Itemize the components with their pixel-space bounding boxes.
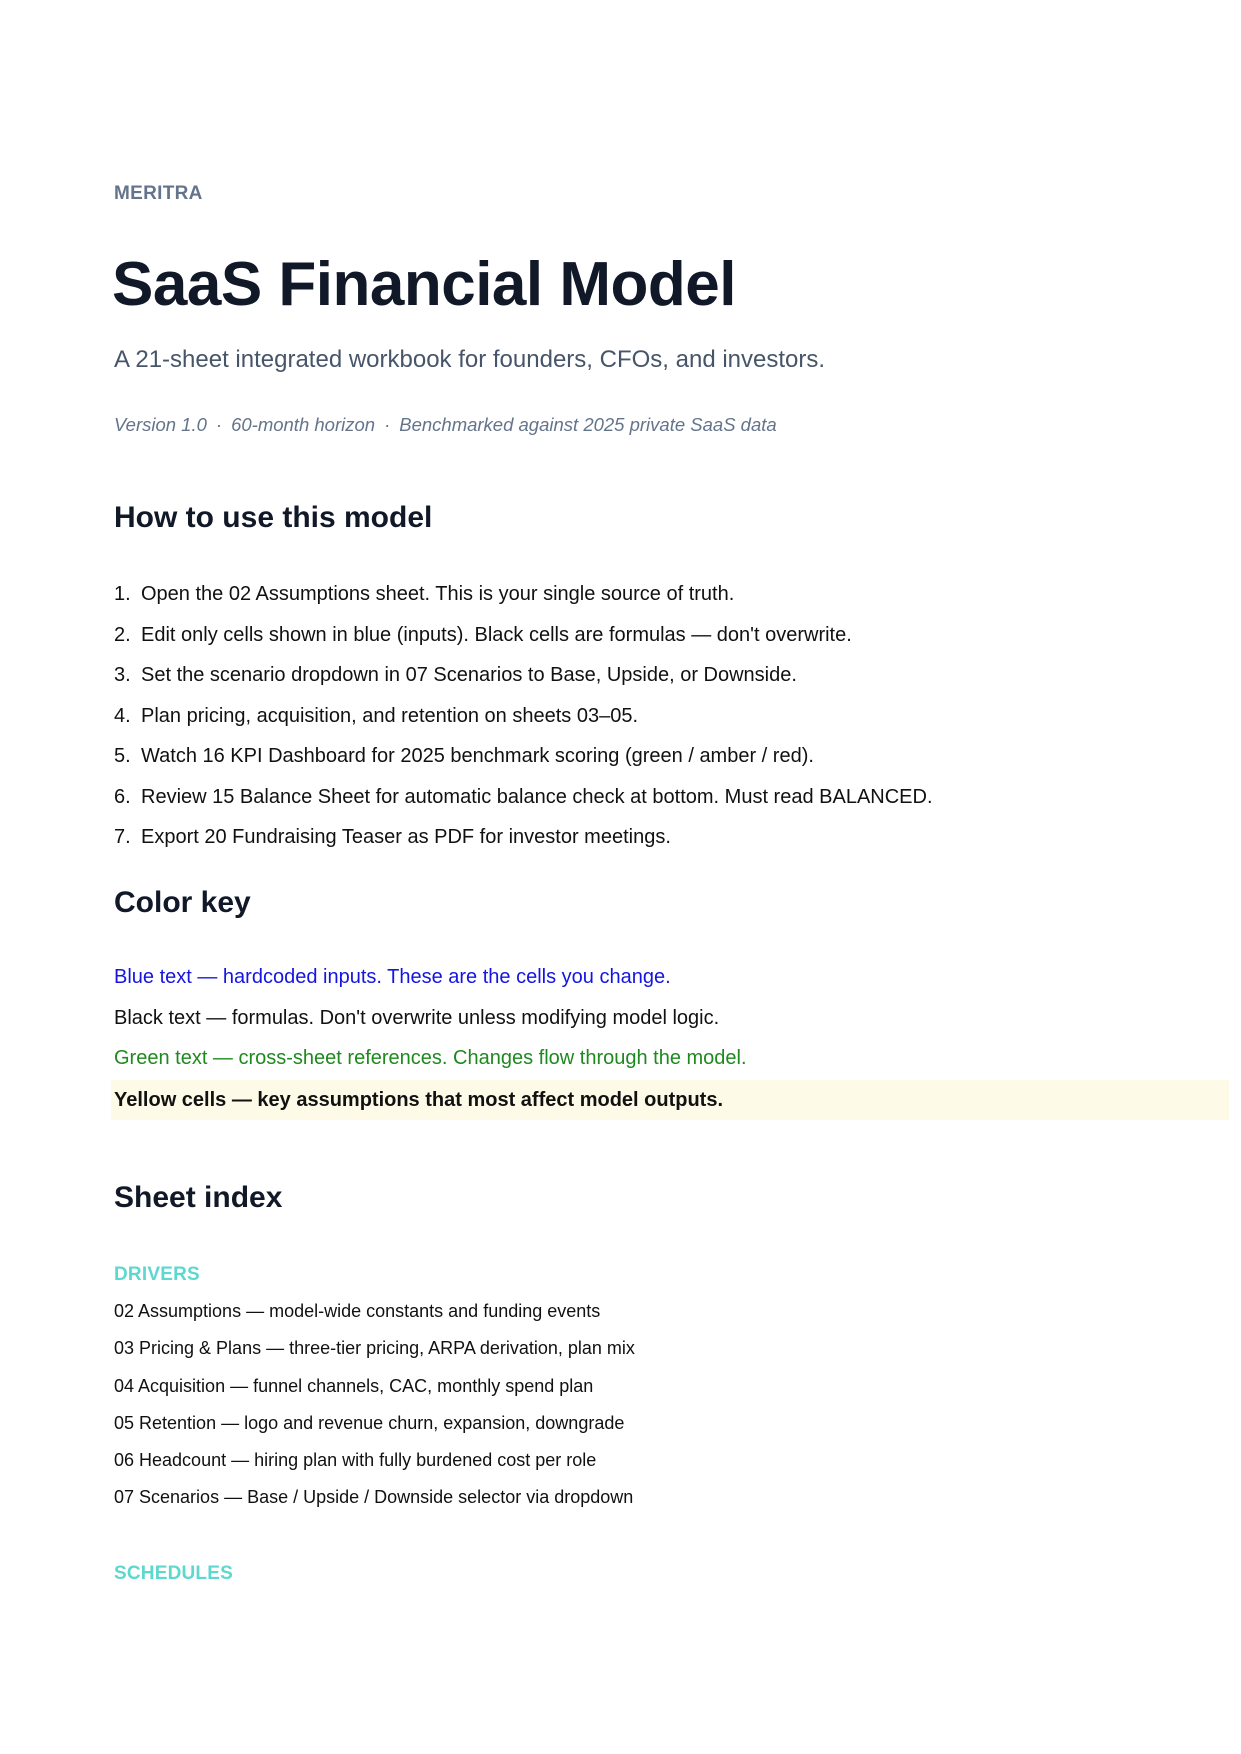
sheet-index-heading: Sheet index — [114, 1181, 283, 1214]
color-key-black: Black text — formulas. Don't overwrite unless modifying model logic. — [114, 1006, 720, 1029]
step-number: 4. — [114, 704, 131, 727]
sheet-index-item: 07 Scenarios — Base / Upside / Downside selector via dropdown — [114, 1487, 634, 1508]
step-item — [114, 584, 933, 625]
page-title: SaaS Financial Model — [112, 250, 736, 319]
color-key-green: Green text — cross-sheet references. Changes flow through the model. — [114, 1047, 747, 1069]
color-key-yellow: Yellow cells — key assumptions that most affect model outputs. — [111, 1080, 1229, 1120]
sheet-index-item: 05 Retention — logo and revenue churn, expansion, downgrade — [114, 1412, 625, 1433]
sheet-index-item: 06 Headcount — hiring plan with fully burdened cost per role — [114, 1450, 597, 1471]
sheet-index-item: 03 Pricing & Plans — three-tier pricing, ARPA derivation, plan mix — [114, 1338, 635, 1359]
step-item — [114, 827, 933, 868]
step-text: Plan pricing, acquisition, and retention on sheets 03–05. — [141, 704, 639, 727]
brand-label: MERITRA — [114, 183, 203, 204]
how-to-steps — [114, 584, 933, 868]
step-number: 5. — [114, 745, 131, 767]
drivers-label: DRIVERS — [114, 1264, 200, 1285]
meta-separator: · — [215, 414, 223, 435]
step-number: 1. — [114, 583, 131, 605]
sheet-index-item: 04 Acquisition — funnel channels, CAC, monthly spend plan — [114, 1375, 594, 1396]
step-text: Watch 16 KPI Dashboard for 2025 benchmark scoring (green / amber / red). — [141, 745, 814, 767]
step-number: 7. — [114, 826, 131, 848]
step-number: 3. — [114, 664, 131, 686]
horizon-text: 60-month horizon — [231, 414, 376, 435]
step-text: Open the 02 Assumptions sheet. This is your single source of truth. — [141, 583, 735, 605]
step-item — [114, 625, 933, 666]
sheet-index-item: 02 Assumptions — model-wide constants and funding events — [114, 1301, 601, 1321]
schedules-label: SCHEDULES — [114, 1563, 233, 1584]
step-item — [114, 787, 933, 828]
how-to-heading: How to use this model — [114, 501, 433, 534]
page-subtitle: A 21-sheet integrated workbook for founders, CFOs, and investors. — [114, 346, 826, 373]
color-key-heading: Color key — [114, 886, 251, 919]
step-text: Set the scenario dropdown in 07 Scenarios to Base, Upside, or Downside. — [141, 664, 797, 686]
step-item — [114, 746, 933, 787]
step-item — [114, 706, 933, 747]
step-item — [114, 665, 933, 706]
step-number: 2. — [114, 623, 131, 646]
color-key-blue: Blue text — hardcoded inputs. These are the cells you change. — [114, 966, 671, 988]
color-key-list — [114, 966, 1241, 1111]
step-text: Review 15 Balance Sheet for automatic balance check at bottom. Must read BALANCED. — [141, 785, 933, 808]
drivers-list — [114, 1302, 635, 1526]
meta-separator: · — [384, 414, 391, 435]
document-meta — [114, 414, 777, 436]
step-text: Export 20 Fundraising Teaser as PDF for investor meetings. — [141, 826, 671, 848]
version-text: Version 1.0 — [114, 414, 207, 435]
step-number: 6. — [114, 785, 131, 808]
benchmark-text: Benchmarked against 2025 private SaaS data — [399, 414, 777, 435]
step-text: Edit only cells shown in blue (inputs). Black cells are formulas — don't overwrite. — [141, 623, 852, 646]
